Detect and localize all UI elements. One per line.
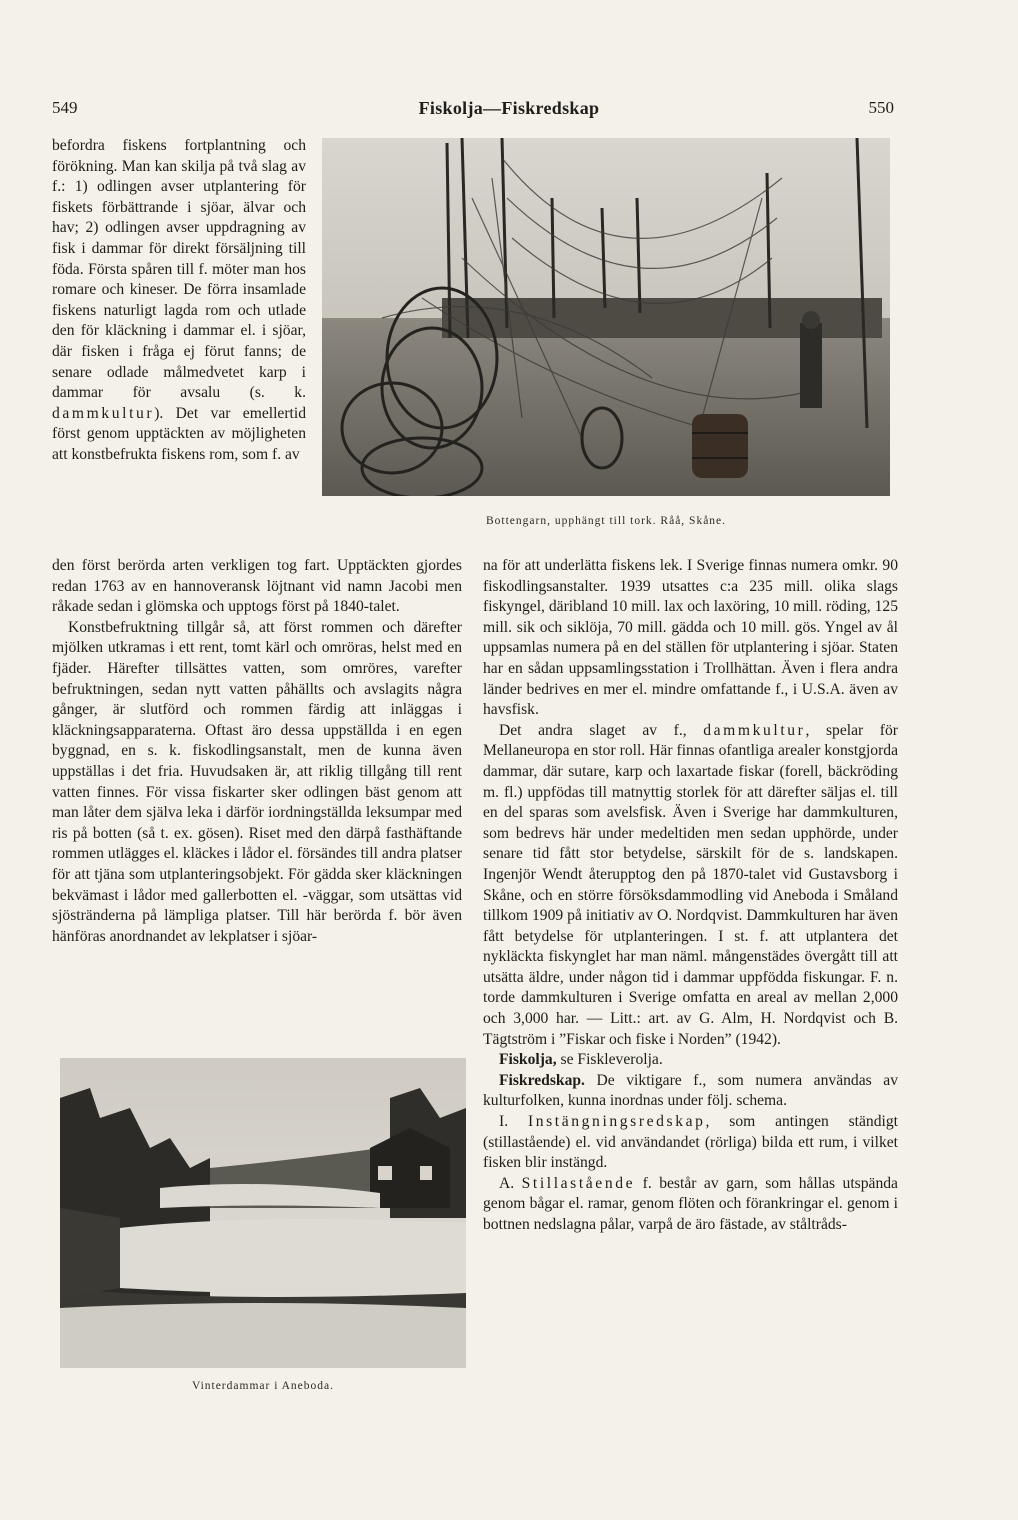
text-column-top	[52, 136, 306, 466]
text-column-right	[483, 556, 898, 1236]
photo-caption-nets: Bottengarn, upphängt till tork. Råå, Skåne.	[485, 515, 727, 527]
left-page-number: 549	[52, 98, 78, 117]
right-page-number: 550	[868, 98, 894, 117]
spaced-term: Instängningsredskap	[527, 1113, 706, 1131]
spaced-term: Stillastående	[521, 1174, 636, 1192]
winter-ponds-photo	[60, 1058, 466, 1368]
entry-headword: Fiskolja,	[499, 1051, 557, 1069]
text-run: I.	[499, 1113, 509, 1131]
text-column-left	[52, 556, 462, 947]
entry-fiskolja	[483, 1050, 898, 1071]
paragraph	[483, 1112, 898, 1174]
paragraph	[483, 721, 898, 1051]
paragraph	[52, 136, 306, 466]
fishing-nets-photo	[322, 138, 890, 496]
text-run: ). Det var emellertid först genom upptäckten av möjligheten att konstbefrukta fiskens rom, som f. av	[52, 404, 306, 463]
spaced-term: dammkultur	[703, 721, 806, 739]
entry-headword: Fiskredskap.	[499, 1071, 585, 1089]
spaced-term: dammkultur	[52, 404, 155, 422]
text-run: De viktigare f., som numera användas av kulturfolken, kunna inordnas under följ. schema.	[483, 1071, 898, 1110]
entry-fiskredskap	[483, 1071, 898, 1112]
text-run: , som antingen ständigt (stillastående) el. vid användandet (rörliga) bilda ett rum, i vilket fisken blir instängd.	[483, 1113, 898, 1172]
paragraph: na för att underlätta fiskens lek. I Sverige finnas numera omkr. 90 fiskodlingsanstalter. 1939 utsattes c:a 235 mill. olika slags fiskyngel, däribland 10 mill. lax och laxöring, 10 mill. röding, 125 mill. sik och siklöja, 70 mill. gädda och 10 mill. gös. Yngel av ål uppsamlas numera på en del ställen för utplantering i sjöar. Staten har en sådan uppsamlingsstation i Trollhättan. Även i flera andra länder bedrives en mer el. mindre omfattande f., i U.S.A. även av havsfisk.	[483, 557, 898, 719]
text-run: Det andra slaget av f.,	[499, 721, 687, 739]
paragraph: Konstbefruktning tillgår så, att först rommen och därefter mjölken utkramas i ett rent, tomt kärl och omröras, helst med en fjäder. Härefter tillsättes vatten, som omröres, varefter befruktningen, sedan nytt vatten påhällts och avslagits några gånger, är slutförd och rommen färdig att inläggas i kläckningsapparaterna. Oftast äro dessa uppställda i en egen byggnad, en s. k. fiskodlingsanstalt, men de kunna även uppställas i det fria. Huvudsaken är, att riklig tillgång till rent vatten finnes. För vissa fiskarter sker odlingen bäst genom att man låter dem själva leka i därför iordningställda leksumpar med ris på botten (så t. ex. gösen). Riset med den därpå fasthäftande rommen utlägges el. kläckes i lådor el. försändes till andra platser för att tjäna som utplanteringsobjekt. För gädda sker kläckningen bekvämast i lådor med gallerbotten el. -väggar, som utsättas vid sjöstränderna på lämpliga platser. Till här berörda f. bör även hänföras anordnandet av lekplatser i sjöar-	[52, 618, 462, 945]
paragraph: den först berörda arten verkligen tog fart. Upptäckten gjordes redan 1763 av en hannoveransk löjtnant vid namn Jacobi men råkade sedan i glömska och upptogs först på 1840-talet.	[52, 557, 462, 616]
running-title: Fiskolja—Fiskredskap	[418, 98, 600, 118]
text-run: f. består av garn, som hållas utspända genom bågar el. ramar, genom flöten och förankringar el. genom i bottnen nedslagna pålar, varpå de äro fästade, av ståltråds-	[483, 1174, 898, 1233]
paragraph	[483, 1174, 898, 1236]
text-run: A.	[499, 1174, 515, 1192]
photo-caption-ponds: Vinterdammar i Aneboda.	[191, 1380, 335, 1392]
fishing-nets-illustration	[322, 138, 890, 496]
text-run: se Fiskleverolja.	[556, 1051, 663, 1069]
winter-ponds-illustration	[60, 1058, 466, 1368]
text-run: befordra fiskens fortplantning och förökning. Man kan skilja på två slag av f.: 1) odlingen avser utplantering för fiskets förbättrande i sjöar, älvar och hav; 2) odlingen avser uppdragning av fisk i dammar för direkt försäljning till föda. Första spåren till f. möter man hos romare och kineser. De förra insamlade fiskens naturligt lagda rom och utlade den för kläckning i dammar el. i sjöar, där fisken i fråga ej förut fanns; de senare odlade målmedvetet karp i dammar för avsalu (s. k.	[52, 137, 306, 402]
text-run: , spelar för Mellaneuropa en stor roll. Här finnas ofantliga arealer konstgjorda dammar, där sutare, karp och laxartade fiskar (forell, bäckröding m. fl.) uppfödas till matnyttig storlek för att därefter säljas el. till en del sparas som avelsfisk. Även i Sverige har dammkulturen, som bedrevs här under medeltiden men sedan upphörde, under senare tid fått stor betydelse, särskilt för de s. landskapen. Ingenjör Wendt återupptog den på 1870-talet vid Gustavsborg i Skåne, och en större försöksdammodling vid Aneboda i Småland tillkom 1909 på initiativ av O. Nordqvist. Dammkulturen har även fått betydelse för utplanteringen. I st. f. att utplantera det nykläckta fiskynglet har man näml. mångenstädes övergått till att utsätta äldre, under någon tid i dammar uppfödda fiskungar. F. n. torde dammkulturen i Sverige omfatta en areal av mellan 2,000 och 3,000 har. — Litt.: art. av G. Alm, H. Nordqvist och B. Tägtström i ”Fiskar och fiske i Norden” (1942).	[483, 721, 898, 1048]
